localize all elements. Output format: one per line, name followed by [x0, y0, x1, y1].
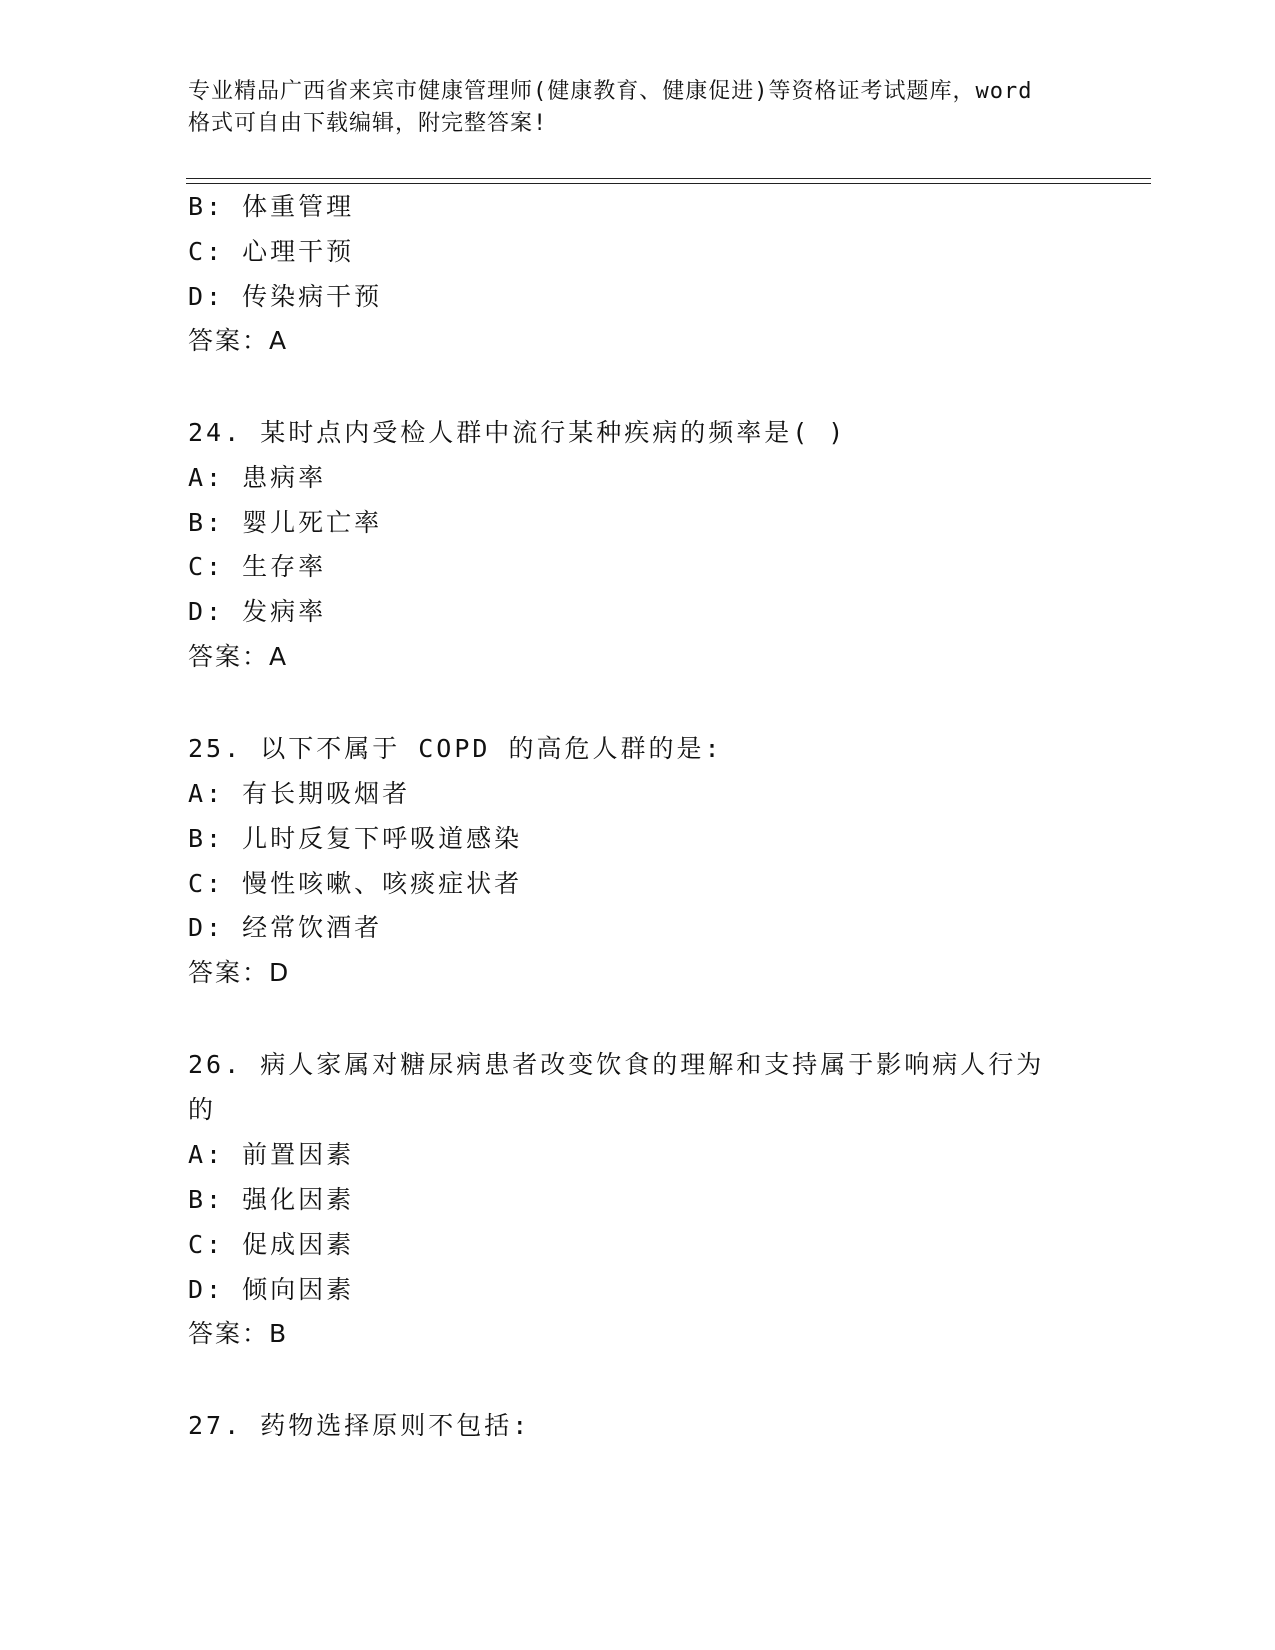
q24-question: 24. 某时点内受检人群中流行某种疾病的频率是( ) [188, 418, 847, 447]
q23-option-c: C: 心理干预 [188, 237, 355, 266]
q25-option-d: D: 经常饮酒者 [188, 913, 383, 942]
q25-answer: 答案：D [188, 958, 291, 987]
q27-question: 27. 药物选择原则不包括: [188, 1411, 531, 1440]
document-header [188, 76, 1088, 140]
q26-option-d: D: 倾向因素 [188, 1275, 355, 1304]
q26-option-a: A: 前置因素 [188, 1140, 355, 1169]
q26-question-line-1: 26. 病人家属对糖尿病患者改变饮食的理解和支持属于影响病人行为 [188, 1050, 1045, 1079]
q24-option-a: A: 患病率 [188, 463, 327, 492]
q25-option-a: A: 有长期吸烟者 [188, 779, 411, 808]
q26-option-b: B: 强化因素 [188, 1185, 355, 1214]
q23-option-b: B: 体重管理 [188, 192, 355, 221]
q23-answer: 答案：A [188, 326, 289, 355]
q23-option-d: D: 传染病干预 [188, 282, 383, 311]
header-line-2: 格式可自由下载编辑，附完整答案! [188, 111, 548, 136]
q26-answer: 答案：B [188, 1319, 289, 1348]
q26-question-line-2: 的 [188, 1095, 217, 1124]
header-divider-top [186, 178, 1151, 179]
q26-option-c: C: 促成因素 [188, 1230, 355, 1259]
q24-option-c: C: 生存率 [188, 552, 327, 581]
q24-answer: 答案：A [188, 642, 289, 671]
header-divider-bottom [186, 183, 1151, 184]
q25-option-b: B: 儿时反复下呼吸道感染 [188, 824, 523, 853]
header-line-1: 专业精品广西省来宾市健康管理师(健康教育、健康促进)等资格证考试题库，word [188, 79, 1033, 104]
q24-option-d: D: 发病率 [188, 597, 327, 626]
q25-option-c: C: 慢性咳嗽、咳痰症状者 [188, 869, 523, 898]
q25-question: 25. 以下不属于 COPD 的高危人群的是: [188, 734, 723, 763]
q24-option-b: B: 婴儿死亡率 [188, 508, 383, 537]
